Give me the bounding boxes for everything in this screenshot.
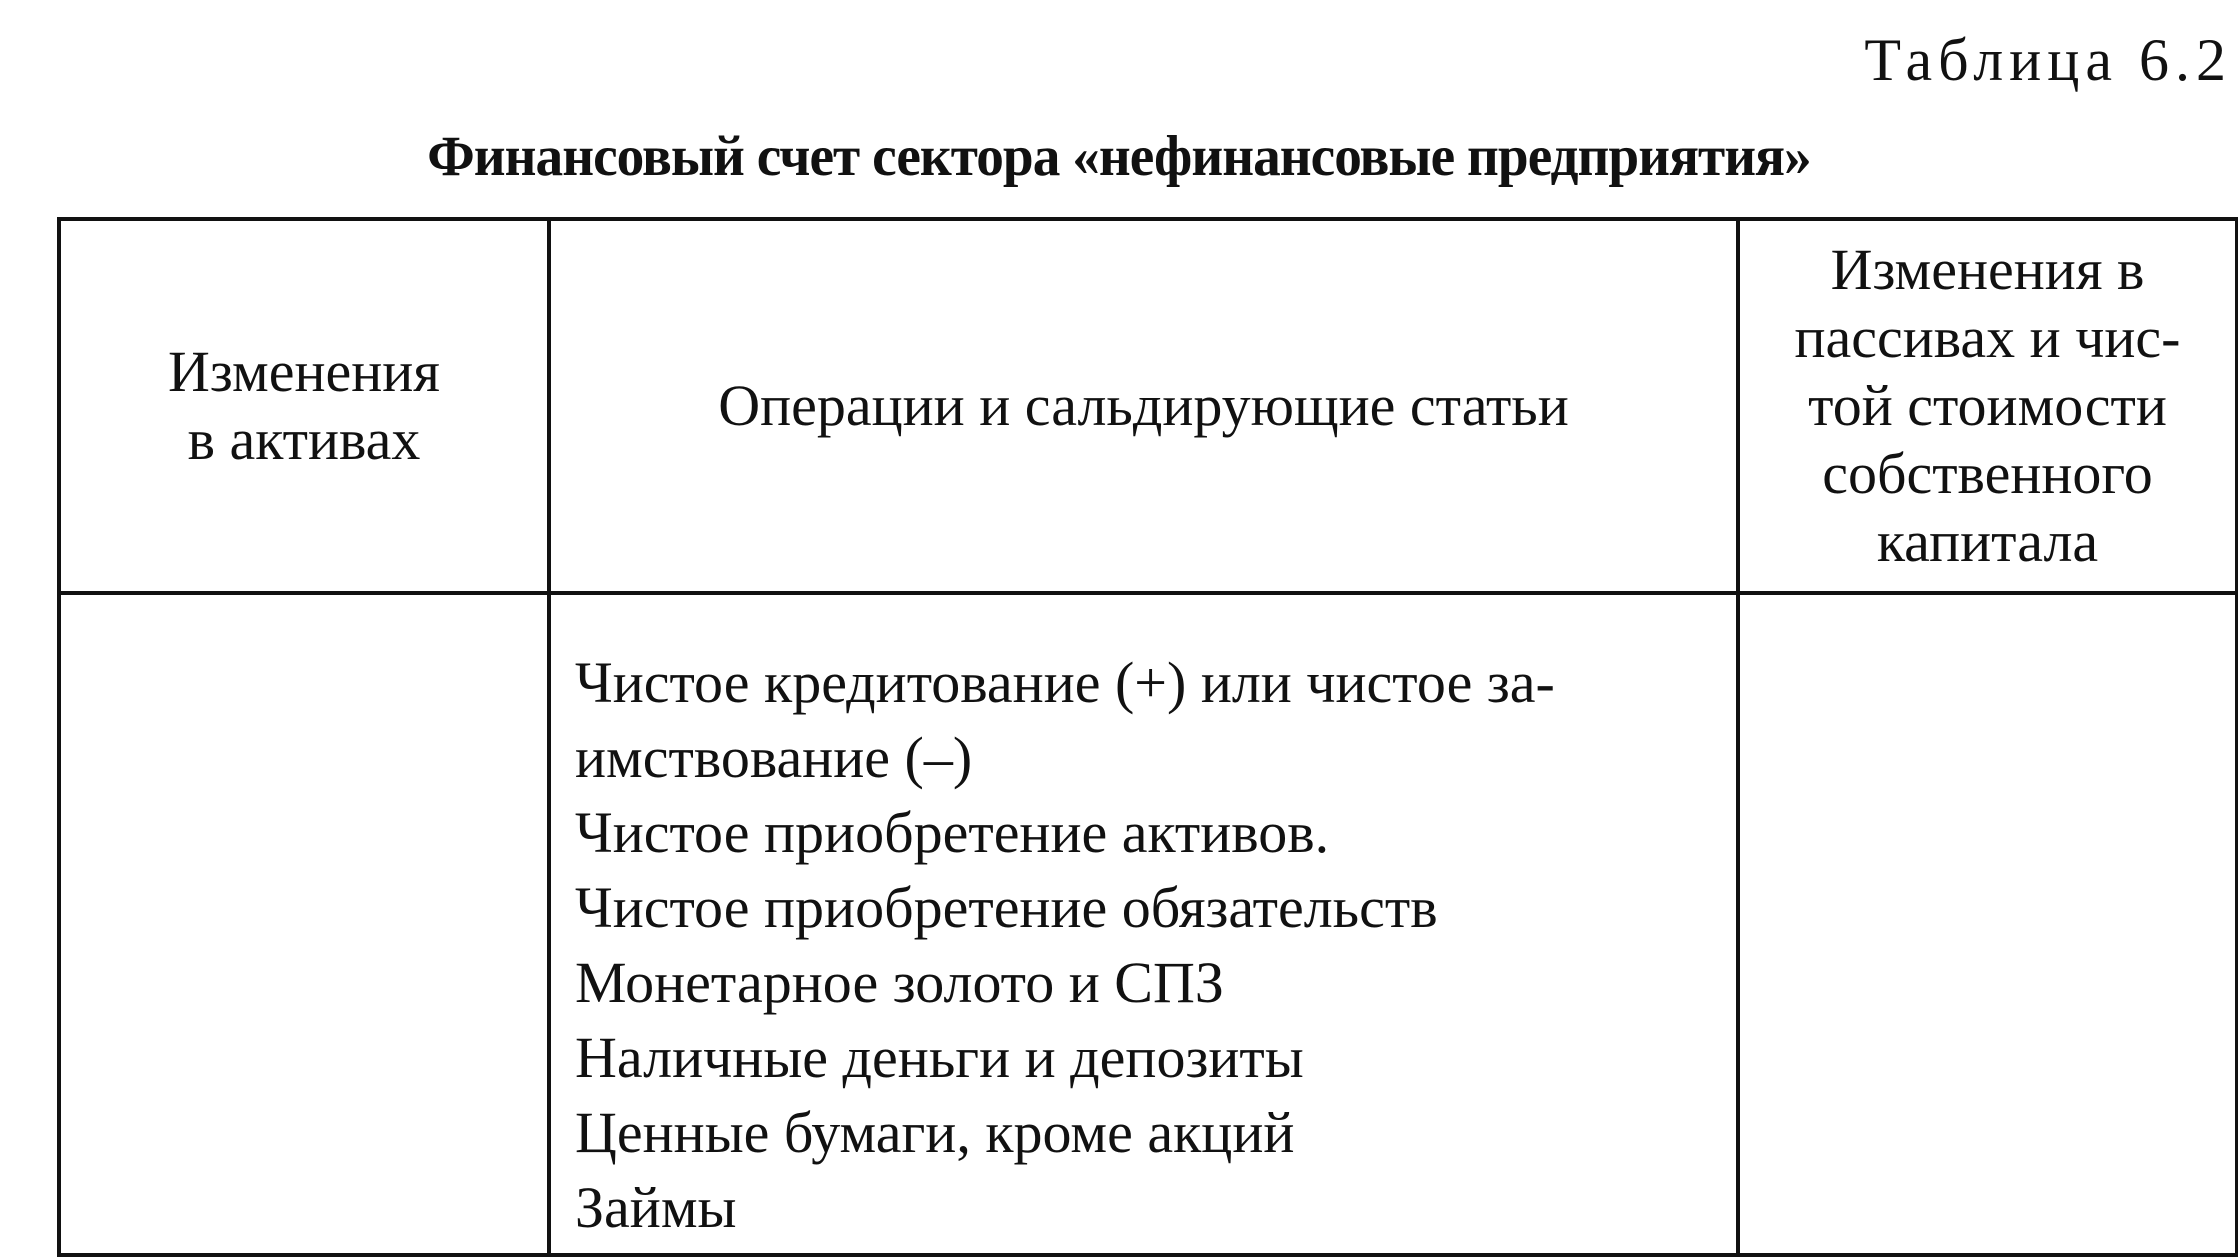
operation-item: Чистое приобретение активов. bbox=[575, 800, 1330, 865]
header-line: той стоимости bbox=[1808, 373, 2167, 438]
operation-item: Займы bbox=[575, 1175, 737, 1240]
header-operations bbox=[549, 219, 1738, 593]
header-line: Операции и сальдирующие статьи bbox=[718, 373, 1569, 438]
table-row bbox=[59, 593, 2237, 1255]
table-number-label: Таблица 6.2 bbox=[1864, 27, 2232, 93]
header-line: Изменения bbox=[168, 339, 440, 404]
operation-item: имствование (–) bbox=[575, 725, 973, 790]
operation-item: Ценные бумаги, кроме акций bbox=[575, 1100, 1295, 1165]
cell-operations bbox=[549, 593, 1738, 1255]
header-line: в активах bbox=[187, 407, 421, 472]
header-line: капитала bbox=[1876, 509, 2099, 574]
operations-list bbox=[551, 595, 1736, 1245]
header-line: пассивах и чис- bbox=[1794, 305, 2181, 370]
cell-assets bbox=[59, 593, 549, 1255]
operation-item: Чистое кредитование (+) или чистое за- bbox=[575, 650, 1555, 715]
operation-item: Наличные деньги и депозиты bbox=[575, 1025, 1304, 1090]
financial-account-table bbox=[57, 217, 2238, 1257]
header-line: Изменения в bbox=[1830, 237, 2145, 302]
cell-liabilities bbox=[1738, 593, 2237, 1255]
header-assets-changes bbox=[59, 219, 549, 593]
table-title: Финансовый счет сектора «нефинансовые предприятия» bbox=[427, 125, 1811, 188]
table-header-row bbox=[59, 219, 2237, 593]
operation-item: Монетарное золото и СПЗ bbox=[575, 950, 1224, 1015]
operation-item: Чистое приобретение обязательств bbox=[575, 875, 1438, 940]
header-line: собственного bbox=[1822, 441, 2153, 506]
header-liabilities-changes bbox=[1738, 219, 2237, 593]
